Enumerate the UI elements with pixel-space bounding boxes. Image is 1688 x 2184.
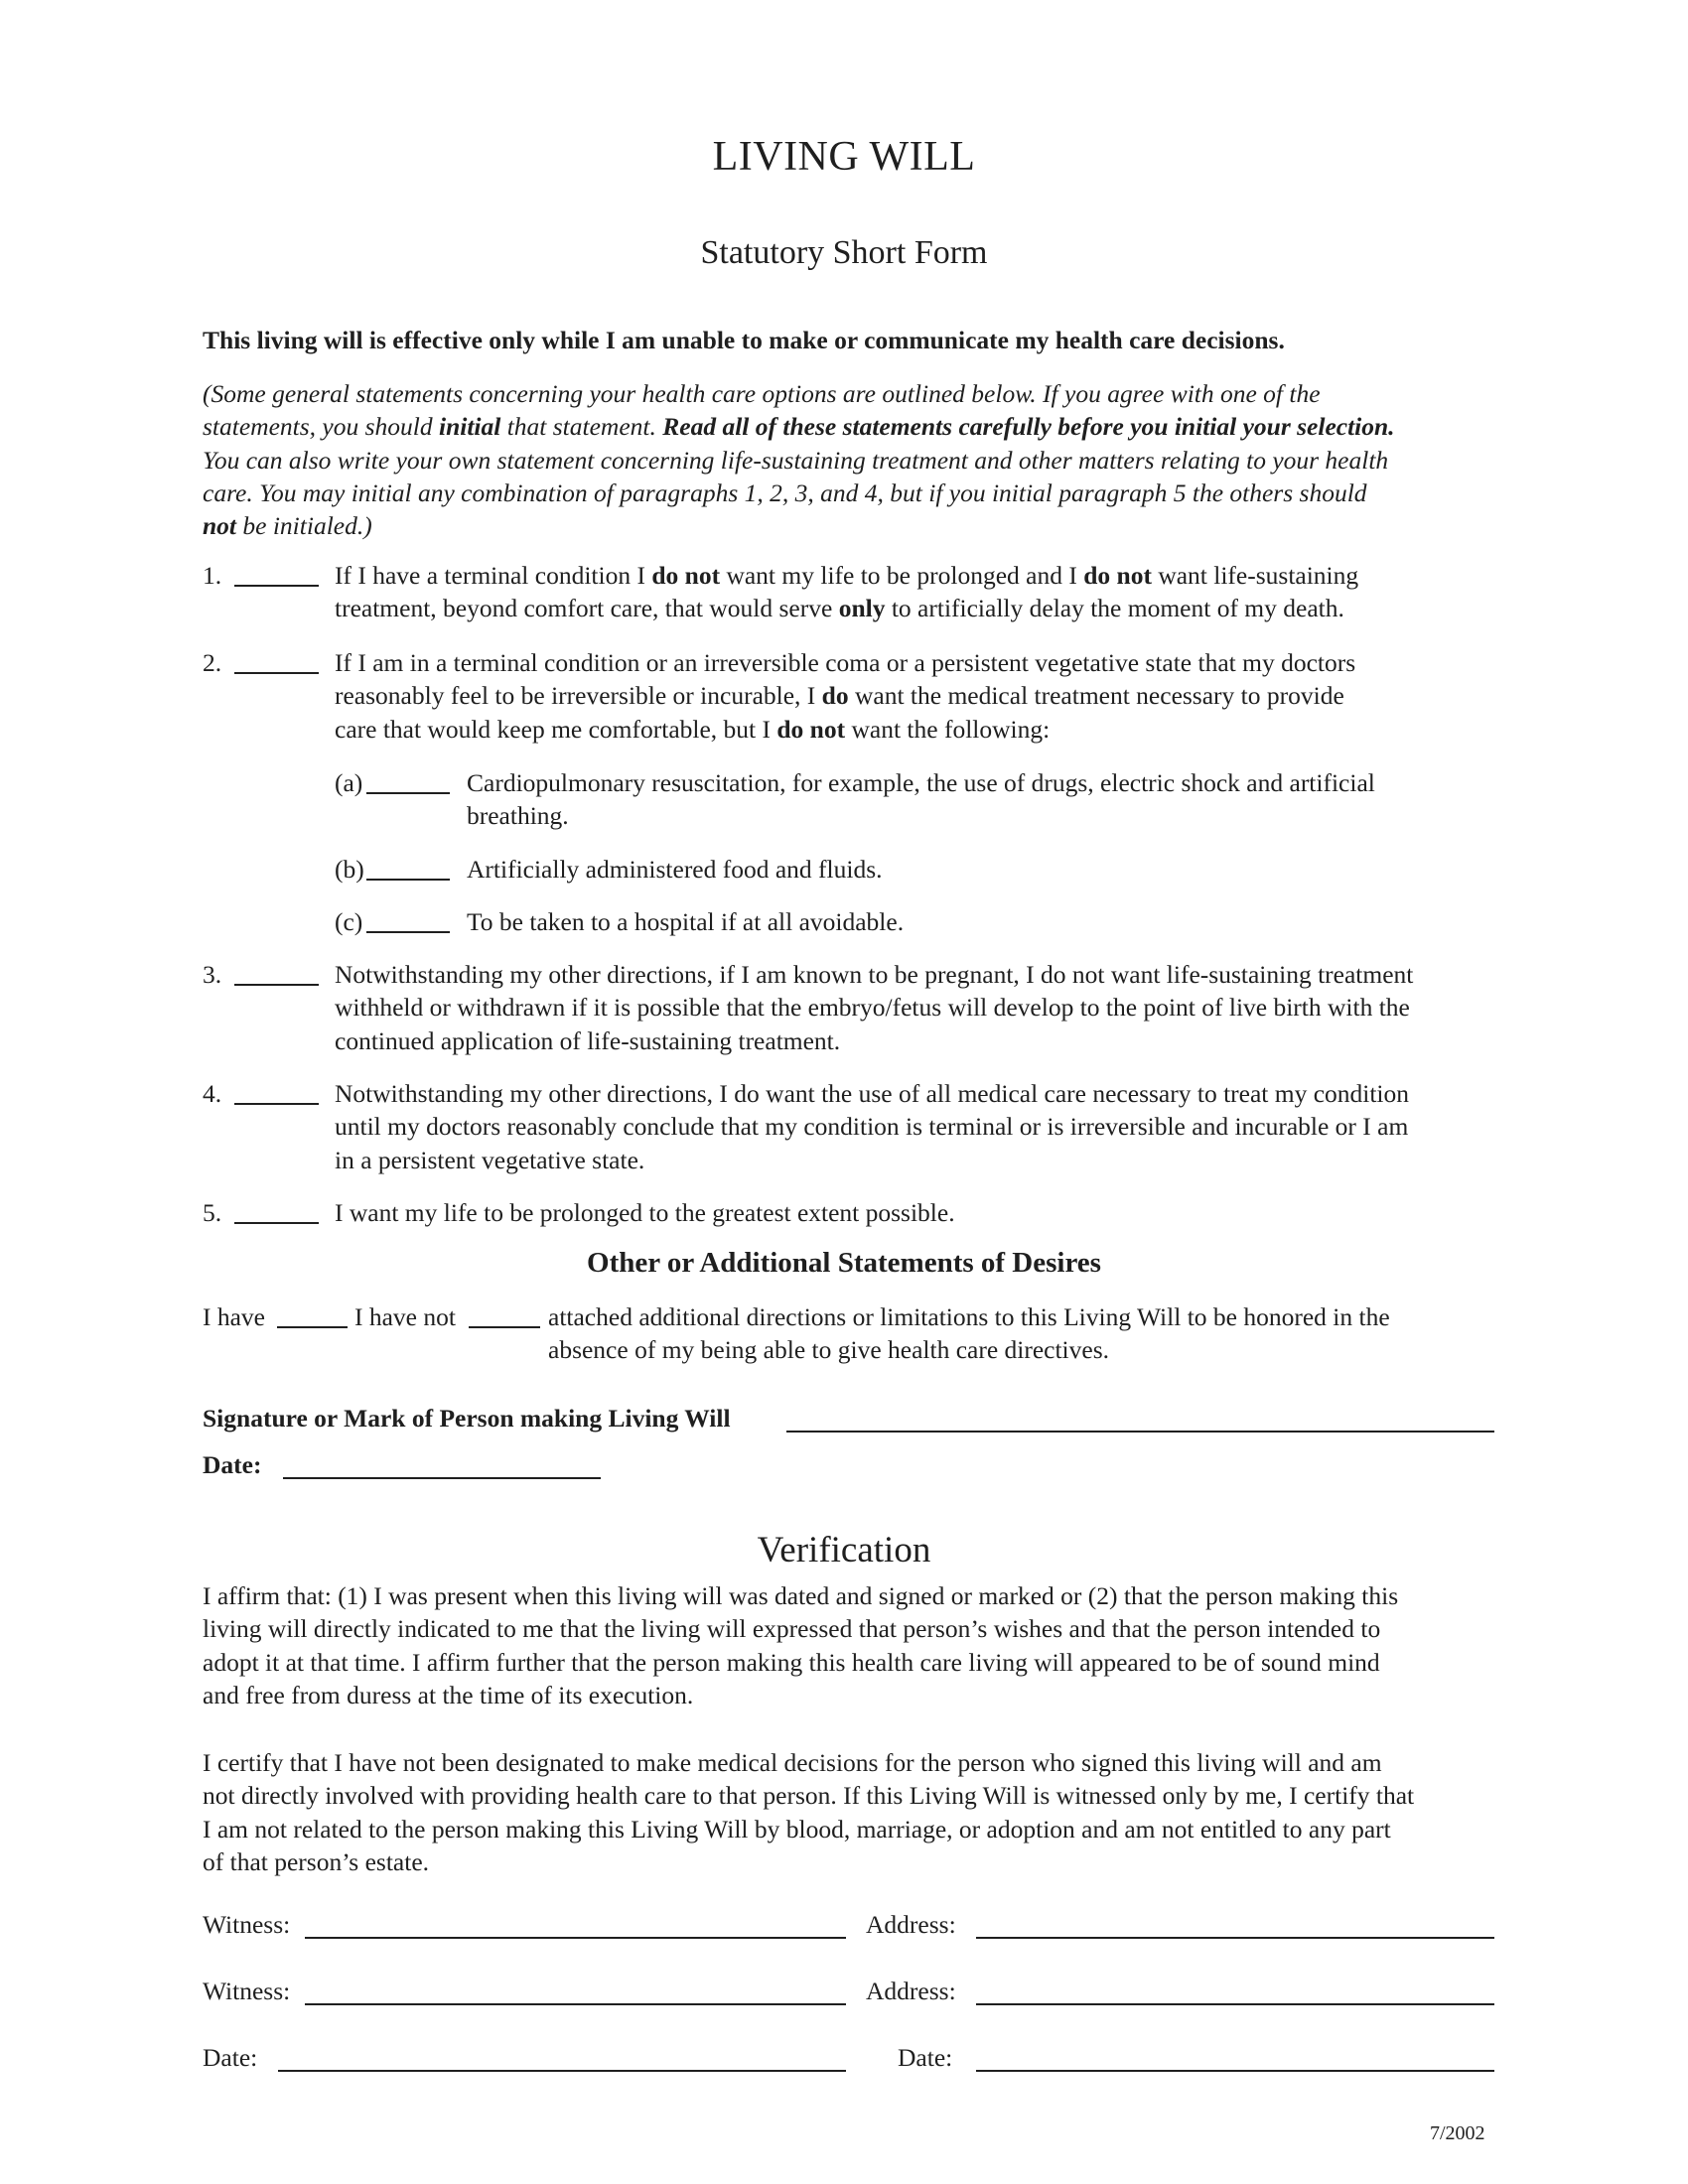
witness-2-line[interactable]	[305, 2003, 846, 2005]
signature-label: Signature or Mark of Person making Living Will	[203, 1404, 731, 1433]
address-1-line[interactable]	[976, 1937, 1494, 1939]
witness-date-line[interactable]	[278, 2070, 846, 2072]
i-have-not-label: I have not	[354, 1302, 456, 1331]
date-line[interactable]	[283, 1477, 601, 1479]
statement-number: 5.	[203, 1198, 222, 1227]
sub-letter: (c)	[335, 907, 363, 936]
document-title: LIVING WILL	[712, 134, 976, 180]
witness-date-label: Date:	[203, 2043, 258, 2072]
statement-text: If I have a terminal condition I do not want my life to be prolonged and I do not want life-sustaining treatment, beyond comfort care, that would serve only to artificially delay the moment of my death.	[335, 561, 1359, 623]
sub-letter: (b)	[335, 855, 364, 884]
address-1-label: Address:	[866, 1910, 956, 1939]
instructions-line: You can also write your own statement concerning life-sustaining treatment and other matters relating to your health	[203, 445, 1389, 475]
initial-blank-2c[interactable]	[366, 931, 450, 933]
initial-blank-2[interactable]	[234, 672, 319, 674]
initial-blank-4[interactable]	[234, 1103, 319, 1105]
initial-blank-5[interactable]	[234, 1222, 319, 1224]
initial-blank-2a[interactable]	[366, 792, 450, 794]
i-have-label: I have	[203, 1302, 266, 1331]
statement-text: If I am in a terminal condition or an irreversible coma or a persistent vegetative state that my doctors reasonably feel to be irreversible or incurable, I do want the medical treatment necessary to provide care that would keep me comfortable, but I do not want the following:	[335, 648, 1356, 744]
address-2-line[interactable]	[976, 2003, 1494, 2005]
statement-number: 1.	[203, 561, 222, 590]
certify-paragraph: I certify that I have not been designated to make medical decisions for the person who signed this living will and am not directly involved with providing health care to that person. If this Living Will is witnessed only by me, I certify that I am not related to the person making this Living Will by blood, marriage, or adoption and am not entitled to any part of that person’s estate.	[203, 1748, 1415, 1876]
witness-1-line[interactable]	[305, 1937, 846, 1939]
instructions-line: (Some general statements concerning your health care options are outlined below. If you agree with one of the	[203, 379, 1321, 408]
i-have-not-blank[interactable]	[469, 1326, 540, 1328]
sub-text: Artificially administered food and fluids.	[467, 855, 883, 884]
statement-text: Notwithstanding my other directions, if I am known to be pregnant, I do not want life-sustaining treatment withheld or withdrawn if it is possible that the embryo/fetus will develop to the point of live birth with the continued application of life-sustaining treatment.	[335, 960, 1414, 1055]
statement-number: 4.	[203, 1079, 222, 1108]
effective-statement: This living will is effective only while I am unable to make or communicate my health care decisions.	[203, 326, 1285, 354]
instructions-paragraph	[203, 377, 1493, 542]
address-date-label: Date:	[898, 2043, 953, 2072]
statement-text: I want my life to be prolonged to the greatest extent possible.	[335, 1198, 955, 1227]
statement-number: 2.	[203, 648, 222, 677]
instructions-line: statements, you should initial that statement. Read all of these statements carefully before you initial your selection.	[203, 412, 1395, 442]
address-2-label: Address:	[866, 1977, 956, 2005]
sub-letter: (a)	[335, 768, 363, 797]
instructions-line: not be initialed.)	[203, 511, 372, 541]
signature-line[interactable]	[786, 1431, 1494, 1433]
address-date-line[interactable]	[976, 2070, 1494, 2072]
sub-text: To be taken to a hospital if at all avoidable.	[467, 907, 905, 936]
date-label: Date:	[203, 1450, 262, 1479]
initial-blank-3[interactable]	[234, 984, 319, 986]
statement-text: Notwithstanding my other directions, I do want the use of all medical care necessary to treat my condition until my doctors reasonably conclude that my condition is terminal or is irreversible and incurable or I am in a persistent vegetative state.	[335, 1079, 1410, 1174]
other-statements-heading: Other or Additional Statements of Desires	[587, 1247, 1101, 1279]
affirm-paragraph: I affirm that: (1) I was present when this living will was dated and signed or marked or (2) that the person making this living will directly indicated to me that the living will expressed that person’s wishes and that the person intended to adopt it at that time. I affirm further that the person making this health care living will appeared to be of sound mind and free from duress at the time of its execution.	[203, 1581, 1399, 1709]
sub-text: Cardiopulmonary resuscitation, for example, the use of drugs, electric shock and artificial breathing.	[467, 768, 1375, 831]
initial-blank-1[interactable]	[234, 585, 319, 587]
revision-date: 7/2002	[1430, 2122, 1485, 2144]
instructions-line: care. You may initial any combination of paragraphs 1, 2, 3, and 4, but if you initial paragraph 5 the others should	[203, 478, 1367, 507]
statement-number: 3.	[203, 960, 222, 989]
initial-blank-2b[interactable]	[366, 879, 450, 881]
verification-title: Verification	[757, 1530, 931, 1570]
witness-2-label: Witness:	[203, 1977, 291, 2005]
additional-directions-text: attached additional directions or limitations to this Living Will to be honored in the absence of my being able to give health care directives.	[548, 1302, 1390, 1365]
witness-1-label: Witness:	[203, 1910, 291, 1939]
document-subtitle: Statutory Short Form	[700, 234, 988, 271]
i-have-blank[interactable]	[277, 1326, 348, 1328]
